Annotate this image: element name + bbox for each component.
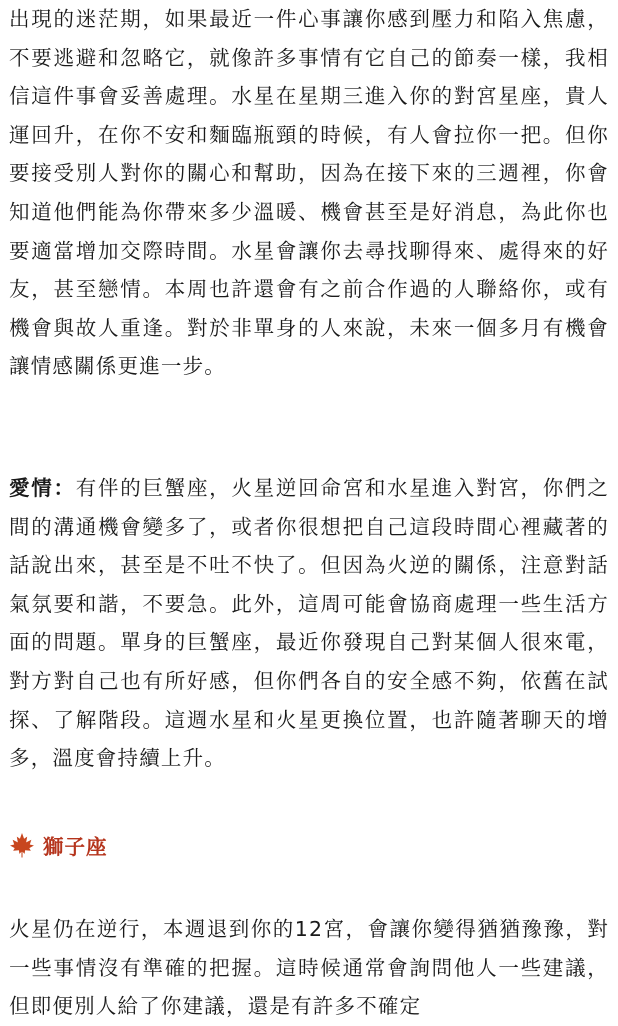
horoscope-paragraph: 出現的迷茫期，如果最近一件心事讓你感到壓力和陷入焦慮，不要逃避和忽略它，就像許多事情有它自己的節奏一樣，我相信這件事會妥善處理。水星在星期三進入你的對宮星座，貴人運回升，在你不安和麵臨瓶頸的時候，有人會拉你一把。但你要接受別人對你的關心和幫助，因為在接下來的三週裡，你會知道他們能為你帶來多少溫暖、機會甚至是好消息，為此你也要適當增加交際時間。水星會讓你去尋找聊得來、處得來的好友，甚至戀情。本周也許還會有之前合作過的人聯絡你，或有機會與故人重逢。對於非單身的人來說，未來一個多月有機會讓情感關係更進一步。	[9, 7, 609, 379]
section-heading-leo	[9, 826, 108, 864]
love-text: 有伴的巨蟹座，火星逆回命宮和水星進入對宮，你們之間的溝通機會變多了，或者你很想把自己這段時間心裡藏著的話說出來，甚至是不吐不快了。但因為火逆的關係，注意對話氣氛要和諧，不要急。此外，這周可能會協商處理一些生活方面的問題。單身的巨蟹座，最近你發現自己對某個人很來電，對方對自己也有所好感，但你們各自的安全感不夠，依舊在試探、了解階段。這週水星和火星更換位置，也許隨著聊天的增多，溫度會持續上升。	[9, 476, 609, 771]
section-title: 獅子座	[43, 835, 108, 859]
maple-leaf-icon	[9, 832, 35, 858]
love-paragraph	[9, 469, 609, 778]
leo-paragraph: 火星仍在逆行，本週退到你的12宮，會讓你變得猶猶豫豫，對一些事情沒有準確的把握。這時候通常會詢問他人一些建議，但即便別人給了你建議，還是有許多不確定	[9, 917, 609, 1019]
love-label: 愛情：	[9, 476, 76, 500]
